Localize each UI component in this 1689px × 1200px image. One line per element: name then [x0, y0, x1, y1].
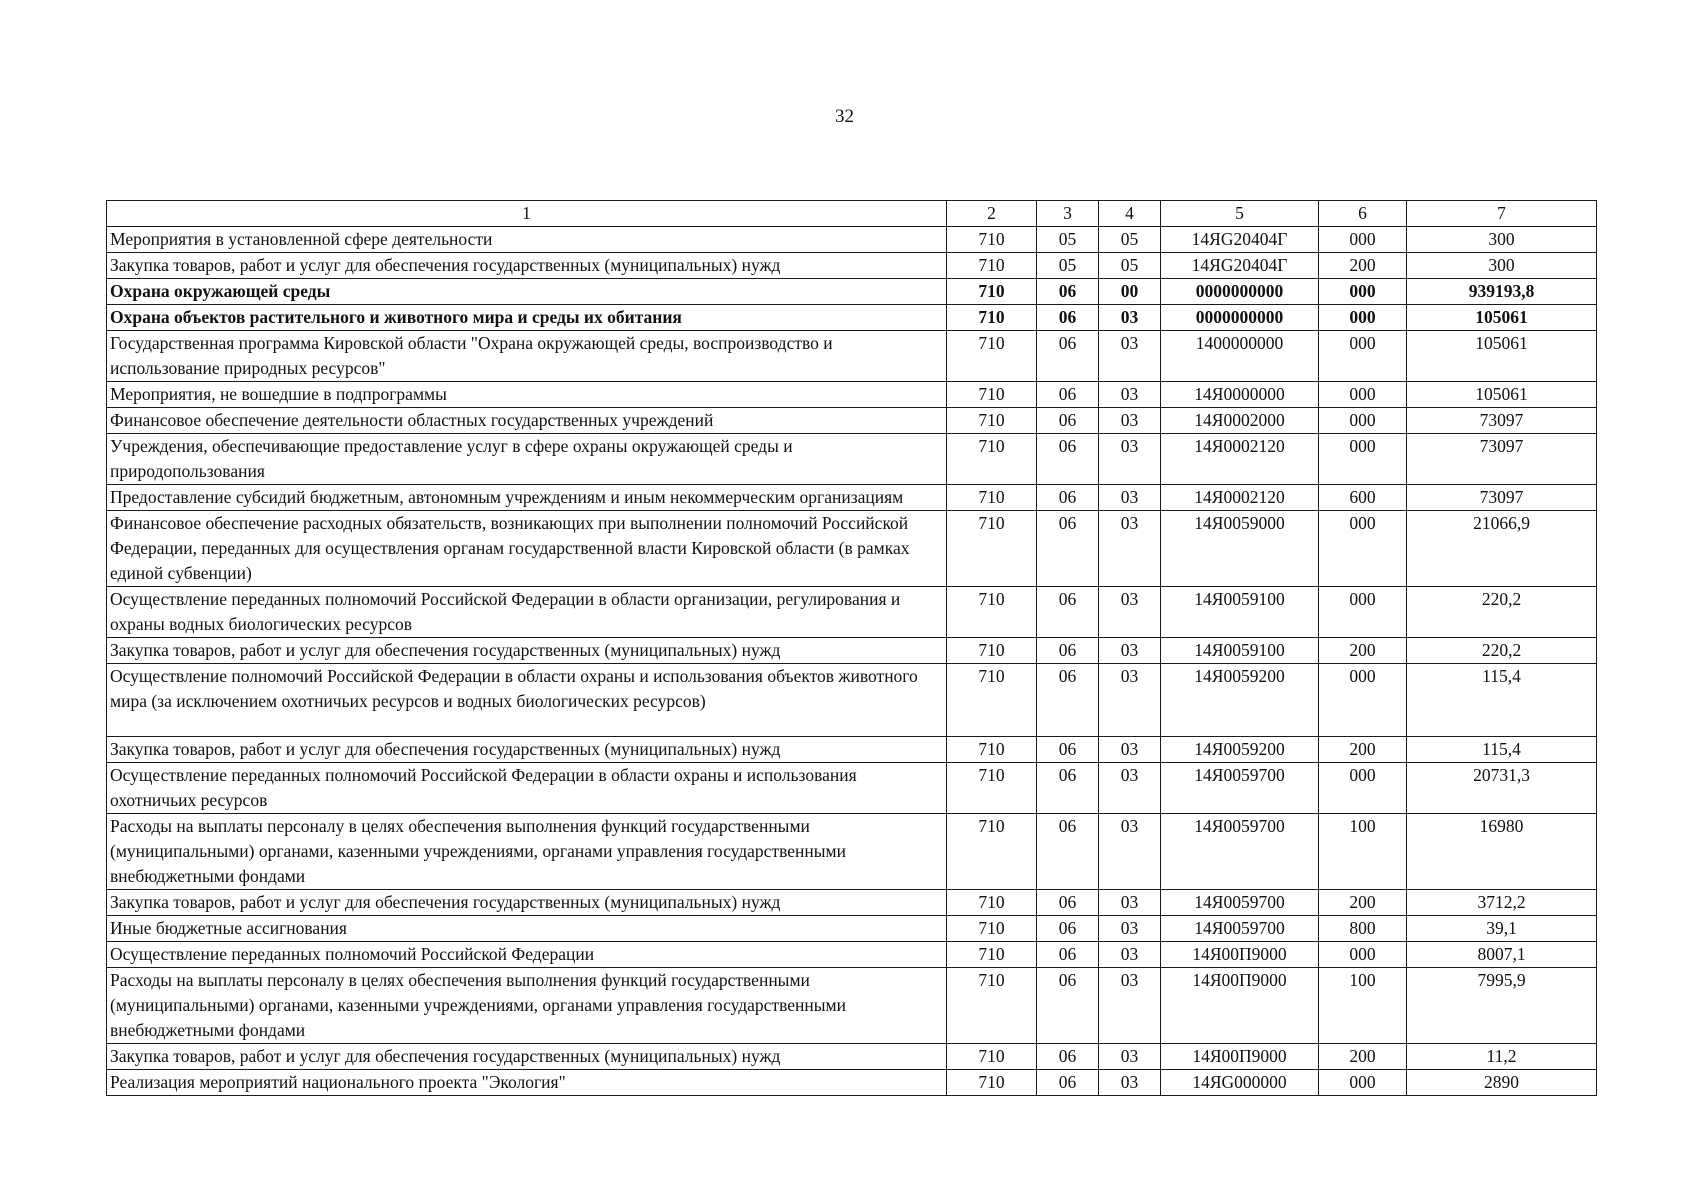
row-code-3-cell: 06 [1037, 511, 1099, 587]
row-amount-cell: 115,4 [1407, 737, 1597, 763]
row-code-3-cell: 06 [1037, 331, 1099, 382]
row-amount-cell: 20731,3 [1407, 763, 1597, 814]
row-code-4-cell: 03 [1099, 587, 1161, 638]
row-amount-cell: 73097 [1407, 434, 1597, 485]
row-code-2-cell: 710 [947, 587, 1037, 638]
row-code-3-cell: 06 [1037, 968, 1099, 1044]
table-body [107, 227, 1597, 1096]
row-code-3-cell: 06 [1037, 1070, 1099, 1096]
row-code-6-cell: 000 [1319, 942, 1407, 968]
table-row [107, 763, 1597, 814]
row-code-2-cell: 710 [947, 942, 1037, 968]
row-code-2-cell: 710 [947, 279, 1037, 305]
table-row [107, 814, 1597, 890]
row-code-5-cell: 14Я0059100 [1161, 638, 1319, 664]
row-code-4-cell: 03 [1099, 382, 1161, 408]
table-row [107, 1044, 1597, 1070]
row-code-4-cell: 03 [1099, 814, 1161, 890]
row-amount-cell: 7995,9 [1407, 968, 1597, 1044]
row-code-5-cell: 14Я0059700 [1161, 814, 1319, 890]
table-row [107, 253, 1597, 279]
table-row [107, 227, 1597, 253]
row-code-2-cell: 710 [947, 227, 1037, 253]
row-name-cell: Учреждения, обеспечивающие предоставление услуг в сфере охраны окружающей среды и природопользования [107, 434, 947, 485]
row-code-2-cell: 710 [947, 890, 1037, 916]
row-code-5-cell: 14Я0059200 [1161, 737, 1319, 763]
column-header: 1 [107, 201, 947, 227]
row-name-cell: Закупка товаров, работ и услуг для обеспечения государственных (муниципальных) нужд [107, 253, 947, 279]
row-code-3-cell: 06 [1037, 664, 1099, 737]
row-amount-cell: 8007,1 [1407, 942, 1597, 968]
row-code-6-cell: 000 [1319, 587, 1407, 638]
row-code-3-cell: 06 [1037, 408, 1099, 434]
row-amount-cell: 105061 [1407, 331, 1597, 382]
row-code-2-cell: 710 [947, 664, 1037, 737]
row-code-5-cell: 14ЯG000000 [1161, 1070, 1319, 1096]
table-header-row [107, 201, 1597, 227]
row-name-cell: Осуществление переданных полномочий Российской Федерации [107, 942, 947, 968]
row-code-2-cell: 710 [947, 968, 1037, 1044]
row-name-cell: Закупка товаров, работ и услуг для обеспечения государственных (муниципальных) нужд [107, 638, 947, 664]
row-code-6-cell: 200 [1319, 890, 1407, 916]
row-code-6-cell: 000 [1319, 1070, 1407, 1096]
row-code-4-cell: 03 [1099, 942, 1161, 968]
row-amount-cell: 73097 [1407, 408, 1597, 434]
table-row [107, 737, 1597, 763]
row-code-5-cell: 14Я00П9000 [1161, 968, 1319, 1044]
row-code-4-cell: 03 [1099, 916, 1161, 942]
row-code-3-cell: 06 [1037, 763, 1099, 814]
row-code-5-cell: 14Я0002000 [1161, 408, 1319, 434]
row-code-5-cell: 14Я0000000 [1161, 382, 1319, 408]
row-code-4-cell: 03 [1099, 664, 1161, 737]
row-code-4-cell: 03 [1099, 737, 1161, 763]
row-code-3-cell: 06 [1037, 434, 1099, 485]
row-code-6-cell: 000 [1319, 382, 1407, 408]
row-code-3-cell: 06 [1037, 942, 1099, 968]
row-amount-cell: 220,2 [1407, 587, 1597, 638]
row-code-2-cell: 710 [947, 511, 1037, 587]
row-code-5-cell: 14Я0059700 [1161, 890, 1319, 916]
row-code-2-cell: 710 [947, 1044, 1037, 1070]
row-code-3-cell: 06 [1037, 382, 1099, 408]
row-code-2-cell: 710 [947, 485, 1037, 511]
row-code-2-cell: 710 [947, 1070, 1037, 1096]
table-row [107, 382, 1597, 408]
row-amount-cell: 105061 [1407, 305, 1597, 331]
row-code-5-cell: 14Я00П9000 [1161, 1044, 1319, 1070]
row-amount-cell: 939193,8 [1407, 279, 1597, 305]
row-name-cell: Государственная программа Кировской области "Охрана окружающей среды, воспроизводство и использование природных ресурсов" [107, 331, 947, 382]
table-row [107, 408, 1597, 434]
table-row [107, 890, 1597, 916]
row-code-6-cell: 200 [1319, 1044, 1407, 1070]
column-header: 6 [1319, 201, 1407, 227]
row-code-3-cell: 05 [1037, 227, 1099, 253]
row-code-3-cell: 06 [1037, 916, 1099, 942]
row-code-3-cell: 05 [1037, 253, 1099, 279]
column-header: 7 [1407, 201, 1597, 227]
row-code-4-cell: 03 [1099, 1044, 1161, 1070]
row-code-5-cell: 14Я0059000 [1161, 511, 1319, 587]
table-row [107, 1070, 1597, 1096]
row-amount-cell: 16980 [1407, 814, 1597, 890]
row-code-2-cell: 710 [947, 408, 1037, 434]
table-row [107, 511, 1597, 587]
row-name-cell: Реализация мероприятий национального проекта "Экология" [107, 1070, 947, 1096]
row-code-3-cell: 06 [1037, 485, 1099, 511]
table-row [107, 305, 1597, 331]
row-name-cell: Иные бюджетные ассигнования [107, 916, 947, 942]
row-amount-cell: 11,2 [1407, 1044, 1597, 1070]
row-code-2-cell: 710 [947, 434, 1037, 485]
row-code-2-cell: 710 [947, 382, 1037, 408]
row-name-cell: Осуществление переданных полномочий Российской Федерации в области охраны и использования охотничьих ресурсов [107, 763, 947, 814]
row-name-cell: Предоставление субсидий бюджетным, автономным учреждениям и иным некоммерческим организациям [107, 485, 947, 511]
row-code-6-cell: 000 [1319, 664, 1407, 737]
row-code-4-cell: 03 [1099, 763, 1161, 814]
row-code-4-cell: 03 [1099, 1070, 1161, 1096]
row-code-6-cell: 200 [1319, 253, 1407, 279]
row-name-cell: Расходы на выплаты персоналу в целях обеспечения выполнения функций государственными (муниципальными) органами, казенными учреждениями, органами управления государственными внебюджетными фондами [107, 814, 947, 890]
row-amount-cell: 73097 [1407, 485, 1597, 511]
row-code-4-cell: 03 [1099, 305, 1161, 331]
row-name-cell: Охрана объектов растительного и животного мира и среды их обитания [107, 305, 947, 331]
row-code-5-cell: 14Я0059200 [1161, 664, 1319, 737]
row-code-5-cell: 14Я0002120 [1161, 485, 1319, 511]
table-row [107, 968, 1597, 1044]
row-code-4-cell: 05 [1099, 227, 1161, 253]
row-code-2-cell: 710 [947, 638, 1037, 664]
row-code-5-cell: 14ЯG20404Г [1161, 253, 1319, 279]
row-code-4-cell: 03 [1099, 638, 1161, 664]
row-name-cell: Закупка товаров, работ и услуг для обеспечения государственных (муниципальных) нужд [107, 1044, 947, 1070]
table-row [107, 916, 1597, 942]
row-code-5-cell: 14ЯG20404Г [1161, 227, 1319, 253]
row-code-6-cell: 100 [1319, 968, 1407, 1044]
table-row [107, 434, 1597, 485]
column-header: 4 [1099, 201, 1161, 227]
row-code-3-cell: 06 [1037, 814, 1099, 890]
row-name-cell: Расходы на выплаты персоналу в целях обеспечения выполнения функций государственными (муниципальными) органами, казенными учреждениями, органами управления государственными внебюджетными фондами [107, 968, 947, 1044]
row-code-6-cell: 000 [1319, 305, 1407, 331]
row-code-2-cell: 710 [947, 916, 1037, 942]
column-header: 5 [1161, 201, 1319, 227]
row-amount-cell: 105061 [1407, 382, 1597, 408]
row-code-3-cell: 06 [1037, 1044, 1099, 1070]
row-amount-cell: 21066,9 [1407, 511, 1597, 587]
row-code-3-cell: 06 [1037, 737, 1099, 763]
row-code-5-cell: 0000000000 [1161, 305, 1319, 331]
row-code-3-cell: 06 [1037, 638, 1099, 664]
row-code-2-cell: 710 [947, 737, 1037, 763]
row-code-4-cell: 05 [1099, 253, 1161, 279]
row-name-cell: Осуществление полномочий Российской Федерации в области охраны и использования объектов животного мира (за исключением охотничьих ресурсов и водных биологических ресурсов) [107, 664, 947, 737]
row-code-5-cell: 14Я0059700 [1161, 763, 1319, 814]
row-code-4-cell: 03 [1099, 434, 1161, 485]
row-code-5-cell: 14Я0002120 [1161, 434, 1319, 485]
table-row [107, 942, 1597, 968]
row-name-cell: Закупка товаров, работ и услуг для обеспечения государственных (муниципальных) нужд [107, 890, 947, 916]
row-code-5-cell: 0000000000 [1161, 279, 1319, 305]
row-code-4-cell: 03 [1099, 511, 1161, 587]
row-code-4-cell: 03 [1099, 408, 1161, 434]
row-name-cell: Мероприятия, не вошедшие в подпрограммы [107, 382, 947, 408]
row-name-cell: Финансовое обеспечение деятельности областных государственных учреждений [107, 408, 947, 434]
row-code-4-cell: 03 [1099, 890, 1161, 916]
row-amount-cell: 220,2 [1407, 638, 1597, 664]
row-code-6-cell: 000 [1319, 227, 1407, 253]
row-name-cell: Мероприятия в установленной сфере деятельности [107, 227, 947, 253]
row-name-cell: Финансовое обеспечение расходных обязательств, возникающих при выполнении полномочий Российской Федерации, переданных для осуществления органам государственной власти Кировской области (в рамках единой субвенции) [107, 511, 947, 587]
row-code-6-cell: 000 [1319, 279, 1407, 305]
row-code-6-cell: 600 [1319, 485, 1407, 511]
row-code-4-cell: 03 [1099, 485, 1161, 511]
row-amount-cell: 39,1 [1407, 916, 1597, 942]
row-code-3-cell: 06 [1037, 587, 1099, 638]
row-code-2-cell: 710 [947, 331, 1037, 382]
column-header: 3 [1037, 201, 1099, 227]
row-code-5-cell: 14Я0059100 [1161, 587, 1319, 638]
row-code-5-cell: 14Я0059700 [1161, 916, 1319, 942]
row-code-2-cell: 710 [947, 253, 1037, 279]
row-code-2-cell: 710 [947, 763, 1037, 814]
row-code-2-cell: 710 [947, 814, 1037, 890]
row-code-6-cell: 000 [1319, 331, 1407, 382]
row-code-6-cell: 200 [1319, 737, 1407, 763]
row-amount-cell: 300 [1407, 253, 1597, 279]
row-amount-cell: 115,4 [1407, 664, 1597, 737]
row-code-5-cell: 1400000000 [1161, 331, 1319, 382]
row-name-cell: Закупка товаров, работ и услуг для обеспечения государственных (муниципальных) нужд [107, 737, 947, 763]
row-code-6-cell: 000 [1319, 408, 1407, 434]
table-row [107, 485, 1597, 511]
row-code-5-cell: 14Я00П9000 [1161, 942, 1319, 968]
row-amount-cell: 3712,2 [1407, 890, 1597, 916]
row-code-6-cell: 000 [1319, 763, 1407, 814]
row-name-cell: Охрана окружающей среды [107, 279, 947, 305]
row-code-6-cell: 000 [1319, 434, 1407, 485]
column-header: 2 [947, 201, 1037, 227]
page-number: 32 [835, 106, 854, 127]
row-code-6-cell: 200 [1319, 638, 1407, 664]
row-code-3-cell: 06 [1037, 890, 1099, 916]
row-code-3-cell: 06 [1037, 305, 1099, 331]
row-code-6-cell: 800 [1319, 916, 1407, 942]
table-row [107, 587, 1597, 638]
table-row [107, 279, 1597, 305]
row-amount-cell: 2890 [1407, 1070, 1597, 1096]
row-code-6-cell: 000 [1319, 511, 1407, 587]
row-code-4-cell: 03 [1099, 331, 1161, 382]
row-amount-cell: 300 [1407, 227, 1597, 253]
table-row [107, 664, 1597, 737]
budget-table [106, 200, 1597, 1096]
table-row [107, 331, 1597, 382]
table-row [107, 638, 1597, 664]
row-code-4-cell: 00 [1099, 279, 1161, 305]
row-name-cell: Осуществление переданных полномочий Российской Федерации в области организации, регулирования и охраны водных биологических ресурсов [107, 587, 947, 638]
row-code-6-cell: 100 [1319, 814, 1407, 890]
row-code-3-cell: 06 [1037, 279, 1099, 305]
row-code-2-cell: 710 [947, 305, 1037, 331]
row-code-4-cell: 03 [1099, 968, 1161, 1044]
